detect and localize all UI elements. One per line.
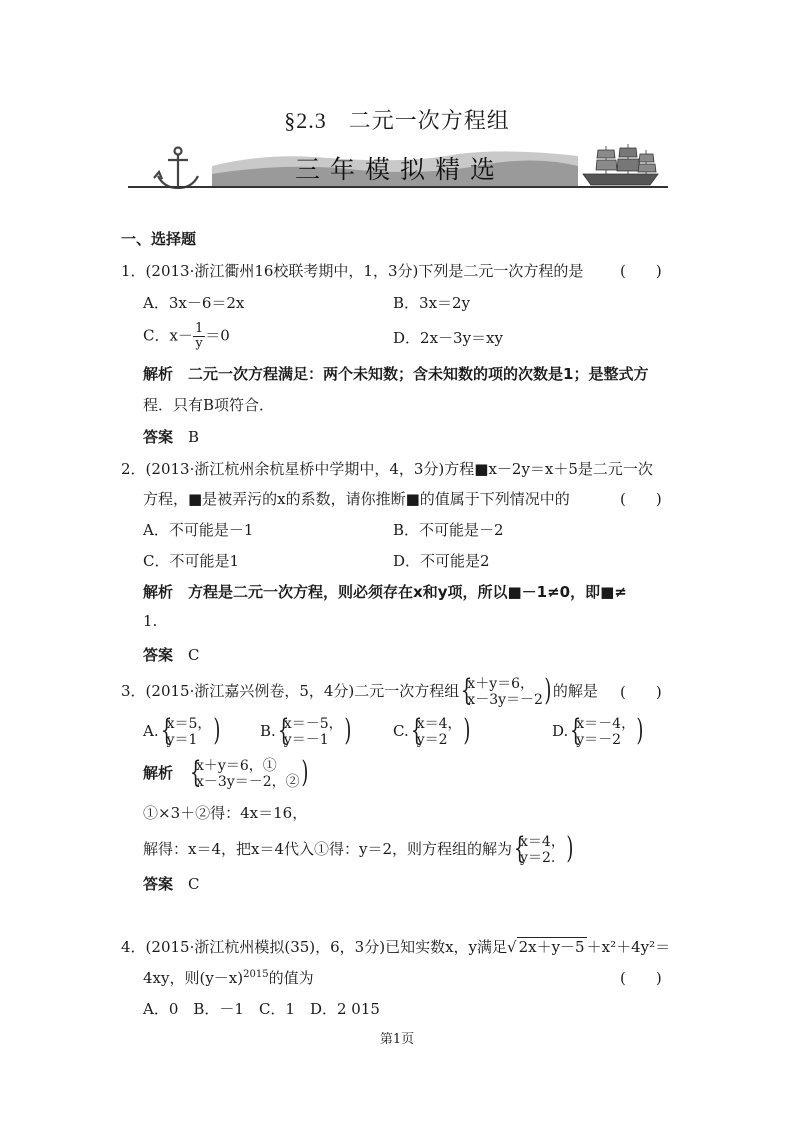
analysis-step: ①×3＋②得：4x＝16，: [143, 804, 308, 822]
section-title: 二元一次方程组: [348, 109, 510, 134]
analysis-step: 解得：x＝4，把x＝4代入①得：y＝2，则方程组的解为 { x＝4， y＝2. ): [143, 834, 575, 866]
option-b: B. { x＝－5， y＝－1 ): [260, 716, 353, 748]
answer-paren: ( ): [620, 969, 662, 987]
sailing-ship-icon: [583, 144, 658, 185]
answer-line: [143, 426, 199, 447]
option-b: B．3x＝2y: [393, 294, 471, 312]
answer-label: 答案: [143, 428, 174, 446]
option-a: A．3x－6＝2x: [143, 294, 245, 312]
question-stem-line: 4xy，则$(y-x)^{2015}$的值为: [143, 969, 314, 987]
question-1: [121, 260, 583, 281]
question-number: 1．: [121, 262, 146, 280]
equation-system: { x＋y＝6， x－3y＝－2 ): [459, 676, 553, 708]
option-b: B．不可能是－2: [393, 521, 504, 539]
question-4: 4．(2015·浙江杭州模拟(35)，6，3分)已知实数x，y满足√ 2x＋y－5 ＋x²＋4y²＝: [121, 938, 671, 956]
exponent: 2015: [243, 969, 269, 980]
options-line: A．0 B．－1 C．1 D．2 015: [143, 1000, 380, 1018]
page-title: [0, 104, 794, 135]
answer-value: C: [188, 646, 200, 664]
question-stem: (2015·浙江嘉兴例卷，5，4分)二元一次方程组: [145, 682, 460, 700]
analysis-line: 程．只有B项符合．: [143, 396, 275, 414]
answer-label: 答案: [143, 875, 174, 893]
answer-value: C: [188, 875, 200, 893]
option-d: D．不可能是2: [393, 552, 490, 570]
question-2: [121, 458, 653, 479]
analysis-label: 解析: [143, 365, 174, 383]
option-d: D. { x＝－4， y＝－2 ): [552, 716, 645, 748]
question-stem: (2015·浙江杭州模拟(35)，6，3分)已知实数x，y满足: [145, 938, 508, 956]
analysis-line: [143, 758, 310, 790]
answer-line: [143, 644, 200, 665]
analysis-line: 解析 二元一次方程满足：两个未知数；含未知数的项的次数是1；是整式方: [143, 365, 649, 383]
square-root: 2x＋y－5: [518, 938, 585, 956]
option-c: C．不可能是1: [143, 552, 240, 570]
question-3: 3．(2015·浙江嘉兴例卷，5，4分)二元一次方程组 { x＋y＝6， x－3y＝－2 ) 的解是: [121, 676, 598, 708]
question-stem: 下列是二元一次方程的是: [418, 262, 584, 280]
answer-label: 答案: [143, 646, 174, 664]
equation-system: { x＋y＝6，① x－3y＝－2，② ): [188, 758, 310, 790]
option-c: C. { x＝4， y＝2 ): [393, 716, 472, 748]
question-number: 4．: [121, 938, 146, 956]
fraction: $\frac{1}{y}$: [194, 321, 204, 351]
equation-system: { x＝4， y＝2. ): [512, 834, 575, 866]
answer-paren: ( ): [620, 683, 662, 701]
section-number: §2.3: [284, 108, 327, 133]
option-a: A．不可能是－1: [143, 521, 254, 539]
option-d: D．2x－3y＝xy: [393, 329, 503, 347]
question-number: 2．: [121, 460, 146, 478]
question-number: 3．: [121, 682, 146, 700]
question-source: (2013·浙江衢州16校联考期中，1，3分): [145, 262, 419, 280]
analysis-line: 解析 方程是二元一次方程，则必须存在x和y项，所以■－1≠0，即■≠: [143, 583, 627, 601]
analysis-label: 解析: [143, 764, 174, 782]
section-heading: 一、选择题: [121, 230, 197, 248]
analysis-label: 解析: [143, 583, 174, 601]
answer-paren: ( ): [620, 262, 662, 280]
analysis-line: 1.: [143, 612, 158, 630]
answer-line: [143, 873, 200, 894]
question-stem-line: 方程，■是被弄污的x的系数，请你推断■的值属于下列情况中的: [143, 490, 570, 508]
answer-paren: ( ): [620, 490, 662, 508]
option-a: A. { x＝5， y＝1 ): [143, 716, 221, 748]
page-number: 第1页: [379, 1032, 415, 1047]
answer-value: B: [188, 428, 200, 446]
question-stem: (2013·浙江杭州余杭星桥中学期中，4，3分)方程■x－2y＝x＋5是二元一次: [145, 460, 653, 478]
banner-title: 三年模拟精选: [294, 155, 505, 184]
anchor-icon: [154, 148, 198, 189]
option-c: C．x－ $\frac{1}{y}$ ＝0: [143, 321, 230, 351]
